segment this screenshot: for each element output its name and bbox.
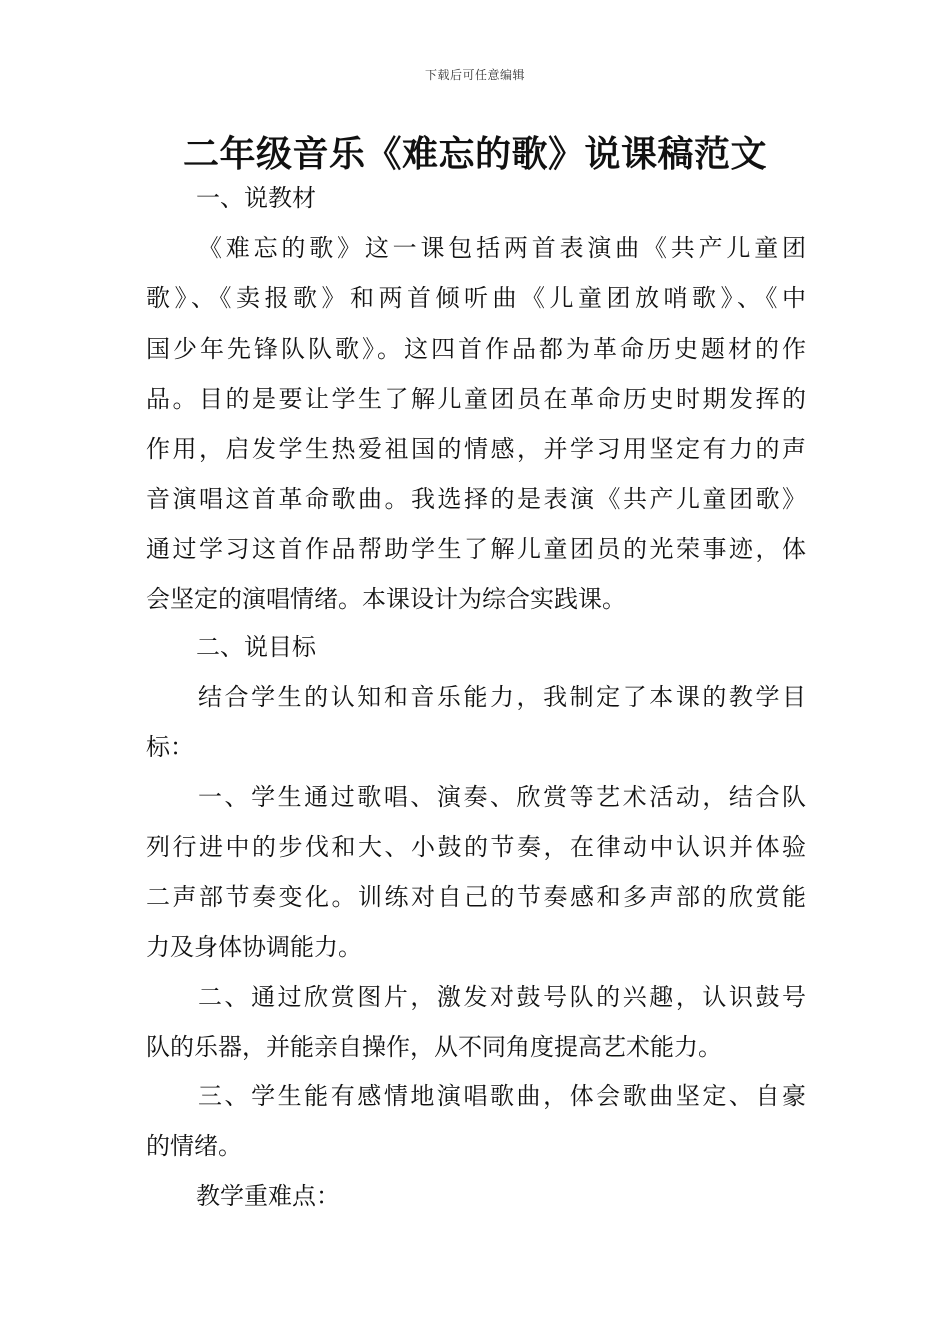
paragraph-line: 二、通过欣赏图片，激发对鼓号队的兴趣，认识鼓号 — [198, 983, 806, 1011]
header-note: 下载后可任意编辑 — [424, 68, 525, 82]
paragraph-line: 通过学习这首作品帮助学生了解儿童团员的光荣事迹，体 — [146, 535, 806, 563]
paragraph-line: 力及身体协调能力。 — [146, 933, 362, 961]
section-heading-key-difficulties: 教学重难点： — [196, 1182, 340, 1210]
paragraph-line: 二声部节奏变化。训练对自己的节奏感和多声部的欣赏能 — [146, 883, 806, 911]
paragraph-line: 国少年先锋队队歌》。这四首作品都为革命历史题材的作 — [146, 335, 806, 363]
section-heading-objectives: 二、说目标 — [196, 633, 316, 661]
paragraph-line: 三、学生能有感情地演唱歌曲，体会歌曲坚定、自豪 — [198, 1082, 806, 1110]
section-heading-teaching-material: 一、说教材 — [196, 184, 316, 212]
paragraph-line: 列行进中的步伐和大、小鼓的节奏，在律动中认识并体验 — [146, 833, 806, 861]
paragraph-line: 队的乐器，并能亲自操作，从不同角度提高艺术能力。 — [146, 1033, 722, 1061]
paragraph-line: 作用，启发学生热爱祖国的情感，并学习用坚定有力的声 — [146, 435, 806, 463]
paragraph-line: 结合学生的认知和音乐能力，我制定了本课的教学目 — [198, 683, 806, 711]
paragraph-line: 音演唱这首革命歌曲。我选择的是表演《共产儿童团歌》 — [146, 485, 806, 513]
paragraph-line: 一、学生通过歌唱、演奏、欣赏等艺术活动，结合队 — [198, 783, 806, 811]
paragraph-line: 标： — [146, 733, 194, 761]
paragraph-line: 《难忘的歌》这一课包括两首表演曲《共产儿童团 — [198, 234, 806, 262]
document-title: 二年级音乐《难忘的歌》说课稿范文 — [182, 134, 767, 175]
paragraph-line: 的情绪。 — [146, 1132, 242, 1160]
paragraph-line: 品。目的是要让学生了解儿童团员在革命历史时期发挥的 — [146, 385, 806, 413]
paragraph-line: 歌》、《卖报歌》和两首倾听曲《儿童团放哨歌》、《中 — [146, 284, 806, 312]
paragraph-line: 会坚定的演唱情绪。本课设计为综合实践课。 — [146, 585, 626, 613]
